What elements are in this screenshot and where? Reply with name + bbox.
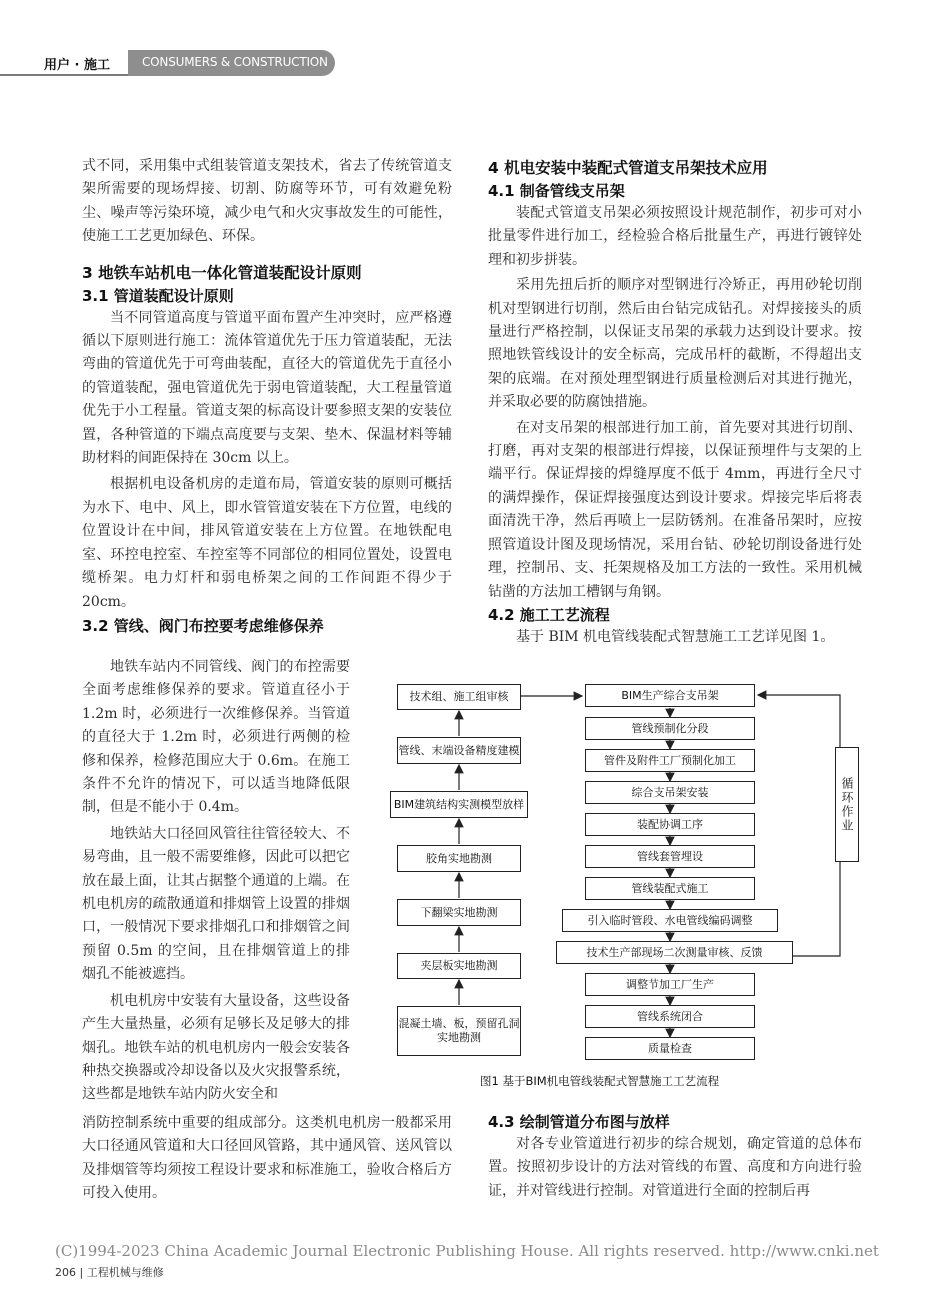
right-step-11: 管线系统闭合 (585, 1005, 755, 1028)
page-footer: 206 | 工程机械与维修 (55, 1266, 164, 1279)
copyright-watermark: (C)1994-2023 China Academic Journal Electronic Publishing House. All rights reserved. http://www.cnki.net (55, 1242, 879, 1260)
loop-label: 循环作业 (840, 776, 854, 833)
intro-paragraph: 式不同，采用集中式组装管道支架技术，省去了传统管道支架所需要的现场焊接、切割、防腐等环节，可有效避免粉尘、噪声等污染环境，减少电气和火灾事故发生的可能性，使施工工艺更加绿色、环保。 (82, 158, 452, 245)
left-step-6: 夹层板实地勘测 (397, 953, 521, 979)
left-step-7: 混凝土墙、板，预留孔洞 实地勘测 (397, 1006, 521, 1056)
heading-4-2: 4.2 施工工艺流程 (488, 605, 610, 624)
paragraph-3-1-a: 当不同管道高度与管道平面布置产生冲突时，应严格遵循以下原则进行施工：流体管道优先于压力管道装配，无法弯曲的管道优先于可弯曲装配，直径大的管道优先于直径小的管道装配，强电管道优先于弱电管道装配，大工程量管道优先于小工程量。管道支架的标高设计要参照支架的安装位置，各种管道的下端点高度要与支架、垫木、保温材料等辅助材料的间距保持在 30cm 以上。 (82, 309, 452, 467)
left-step-4: 胶角实地勘测 (397, 845, 521, 872)
paragraph-3-2-c: 机电机房中安装有大量设备，这些设备产生大量热量，必须有足够长及足够大的排烟孔。地铁车站的机电机房内一般会安装各种热交换器或冷却设备以及火灾报警系统，这些都是地铁车站内防火安全和 (82, 992, 350, 1103)
heading-4-3: 4.3 绘制管道分布图与放样 (488, 1113, 670, 1131)
heading-3-2: 3.2 管线、阀门布控要考虑维修保养 (82, 616, 324, 635)
right-step-2: 管线预制化分段 (585, 717, 755, 740)
right-step-12: 质量检查 (585, 1037, 755, 1060)
section-label-en: CONSUMERS & CONSTRUCTION (142, 55, 328, 69)
right-step-5: 装配协调工序 (585, 813, 755, 836)
left-column-bottom (82, 1112, 452, 1206)
paragraph-3-1-b: 根据机电设备机房的走道布局，管道安装的原则可概括为水下、电中、风上，即水管管道安装在下方位置，电线的位置设计在中间，排风管道安装在上方位置。在地铁配电室、环控电控室、车控室等不同部位的相同位置处，设置电缆桥架。电力灯杆和弱电桥架之间的工作间距不得少于 20cm。 (82, 476, 452, 610)
left-step-2: 管线、末端设备精度建模 (397, 737, 521, 764)
right-step-10: 调整节加工厂生产 (585, 973, 755, 996)
heading-4: 4 机电安装中装配式管道支吊架技术应用 (488, 159, 768, 177)
left-step-5: 下翻梁实地勘测 (397, 899, 521, 926)
right-step-4: 综合支吊架安装 (585, 781, 755, 804)
paragraph-4-1-a: 装配式管道支吊架必须按照设计规范制作，初步可对小批量零件进行加工，经检验合格后批量生产，再进行镀锌处理和初步拼装。 (488, 205, 862, 268)
right-step-8: 引入临时管段、水电管线编码调整 (562, 909, 778, 932)
right-column-top (488, 156, 862, 649)
header-underline (0, 74, 128, 76)
paragraph-4-3: 对各专业管道进行初步的综合规划，确定管道的总体布置。按照初步设计的方法对管线的布置、高度和方向进行验证，并对管线进行控制。对管道进行全面的控制后再 (488, 1136, 862, 1199)
section-label-cn: 用户 · 施工 (44, 58, 110, 73)
right-step-1: BIM生产综合支吊架 (585, 684, 755, 707)
right-column-bottom (488, 1111, 862, 1203)
paragraph-4-1-c: 在对支吊架的根部进行加工前，首先要对其进行切削、打磨，再对支架的根部进行焊接，以保证预埋件与支架的上端平行。保证焊接的焊缝厚度不低于 4mm，再进行全尺寸的满焊操作，保证焊接强度达到设计要求。焊接完毕后将表面清洗干净，然后再喷上一层防锈剂。在准备吊架时，应按照管道设计图及现场情况，采用台钻、砂轮切削设备进行处理，控制吊、支、托架规格及加工方法的一致性。采用机械钻凿的方法加工槽钢与角钢。 (488, 419, 862, 600)
right-step-7: 管线装配式施工 (585, 877, 755, 900)
left-step-3: BIM建筑结构实测模型放样 (390, 791, 528, 818)
process-flowchart (372, 672, 872, 1067)
section-header (0, 50, 335, 76)
paragraph-3-2-a: 地铁车站内不同管线、阀门的布控需要全面考虑维修保养的要求。管道直径小于 1.2m 时，必须进行一次维修保养。当管道的直径大于 1.2m 时，必须进行两侧的检修和保养，检修范围应大于 0.6m。在施工条件不允许的情况下，可以适当地降低限制，但是不能小于 0.4m。 (82, 659, 350, 816)
heading-3-1: 3.1 管道装配设计原则 (82, 286, 234, 305)
right-step-9: 技术生产部现场二次测量审核、反馈 (556, 941, 793, 964)
paragraph-3-2-b: 地铁站大口径回风管往往管径较大、不易弯曲，且一般不需要维修，因此可以把它放在最上面，让其占据整个通道的上端。在机电机房的疏散通道和排烟管上设置的排烟口，一般情况下要求排烟孔口和排烟管之间预留 0.5m 的空间，且在排烟管道上的排烟孔不能被遮挡。 (82, 825, 350, 983)
paragraph-4-1-b: 采用先扭后折的顺序对型钢进行冷矫正，再用砂轮切削机对型钢进行切削，然后由台钻完成钻孔。对焊接接头的质量进行严格控制，以保证支吊架的承载力达到设计要求。按照地铁管线设计的安全标高，完成吊杆的截断，不得超出支架的底端。在对预处理型钢进行质量检测后对其进行抛光，并采取必要的防腐蚀措施。 (488, 277, 862, 411)
right-step-3: 管件及附件工厂预制化加工 (585, 749, 755, 772)
loop-box (835, 747, 859, 862)
right-step-6: 管线套管埋设 (585, 845, 755, 868)
left-column-top (82, 155, 452, 637)
heading-4-1: 4.1 制备管线支吊架 (488, 182, 625, 200)
left-step-1: 技术组、施工组审核 (397, 684, 521, 710)
left-column-narrow (82, 656, 350, 1107)
paragraph-4-2: 基于 BIM 机电管线装配式智慧施工工艺详见图 1。 (516, 628, 835, 645)
heading-3: 3 地铁车站机电一体化管道装配设计原则 (82, 263, 362, 282)
figure-caption: 图1 基于BIM机电管线装配式智慧施工工艺流程 (480, 1074, 720, 1088)
paragraph-3-2-d: 消防控制系统中重要的组成部分。这类机电机房一般都采用大口径通风管道和大口径回风管路，其中通风管、送风管以及排烟管等均须按工程设计要求和标准施工，验收合格后方可投入使用。 (82, 1115, 452, 1202)
section-tab-en (128, 50, 335, 76)
